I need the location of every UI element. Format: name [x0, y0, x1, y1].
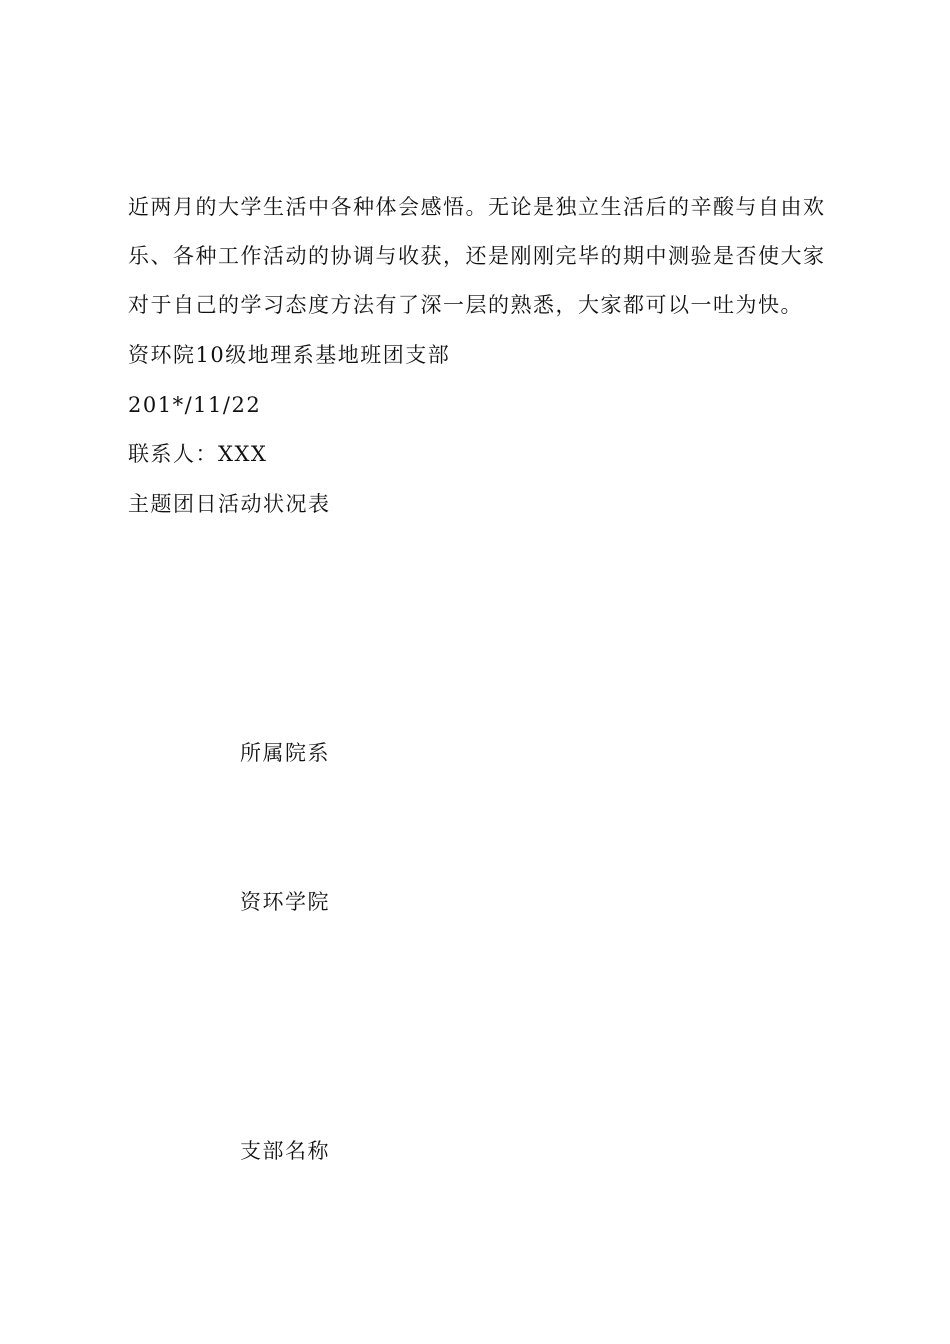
- paragraph-line: 近两月的大学生活中各种体会感悟。无论是独立生活后的辛酸与自由欢: [128, 195, 826, 219]
- table-cell-branch-label: 支部名称: [240, 1139, 330, 1163]
- table-cell-department-label: 所属院系: [240, 741, 330, 765]
- table-cell-department-value: 资环学院: [240, 890, 330, 914]
- contact-text: 联系人：XXX: [128, 442, 268, 466]
- paragraph-line: 乐、各种工作活动的协调与收获，还是刚刚完毕的期中测验是否使大家: [128, 244, 826, 268]
- date-text: 201*/11/22: [128, 393, 262, 417]
- organization-name: 资环院10级地理系基地班团支部: [128, 343, 451, 367]
- paragraph-line: 对于自己的学习态度方法有了深一层的熟悉，大家都可以一吐为快。: [128, 293, 803, 317]
- table-title: 主题团日活动状况表: [128, 492, 331, 516]
